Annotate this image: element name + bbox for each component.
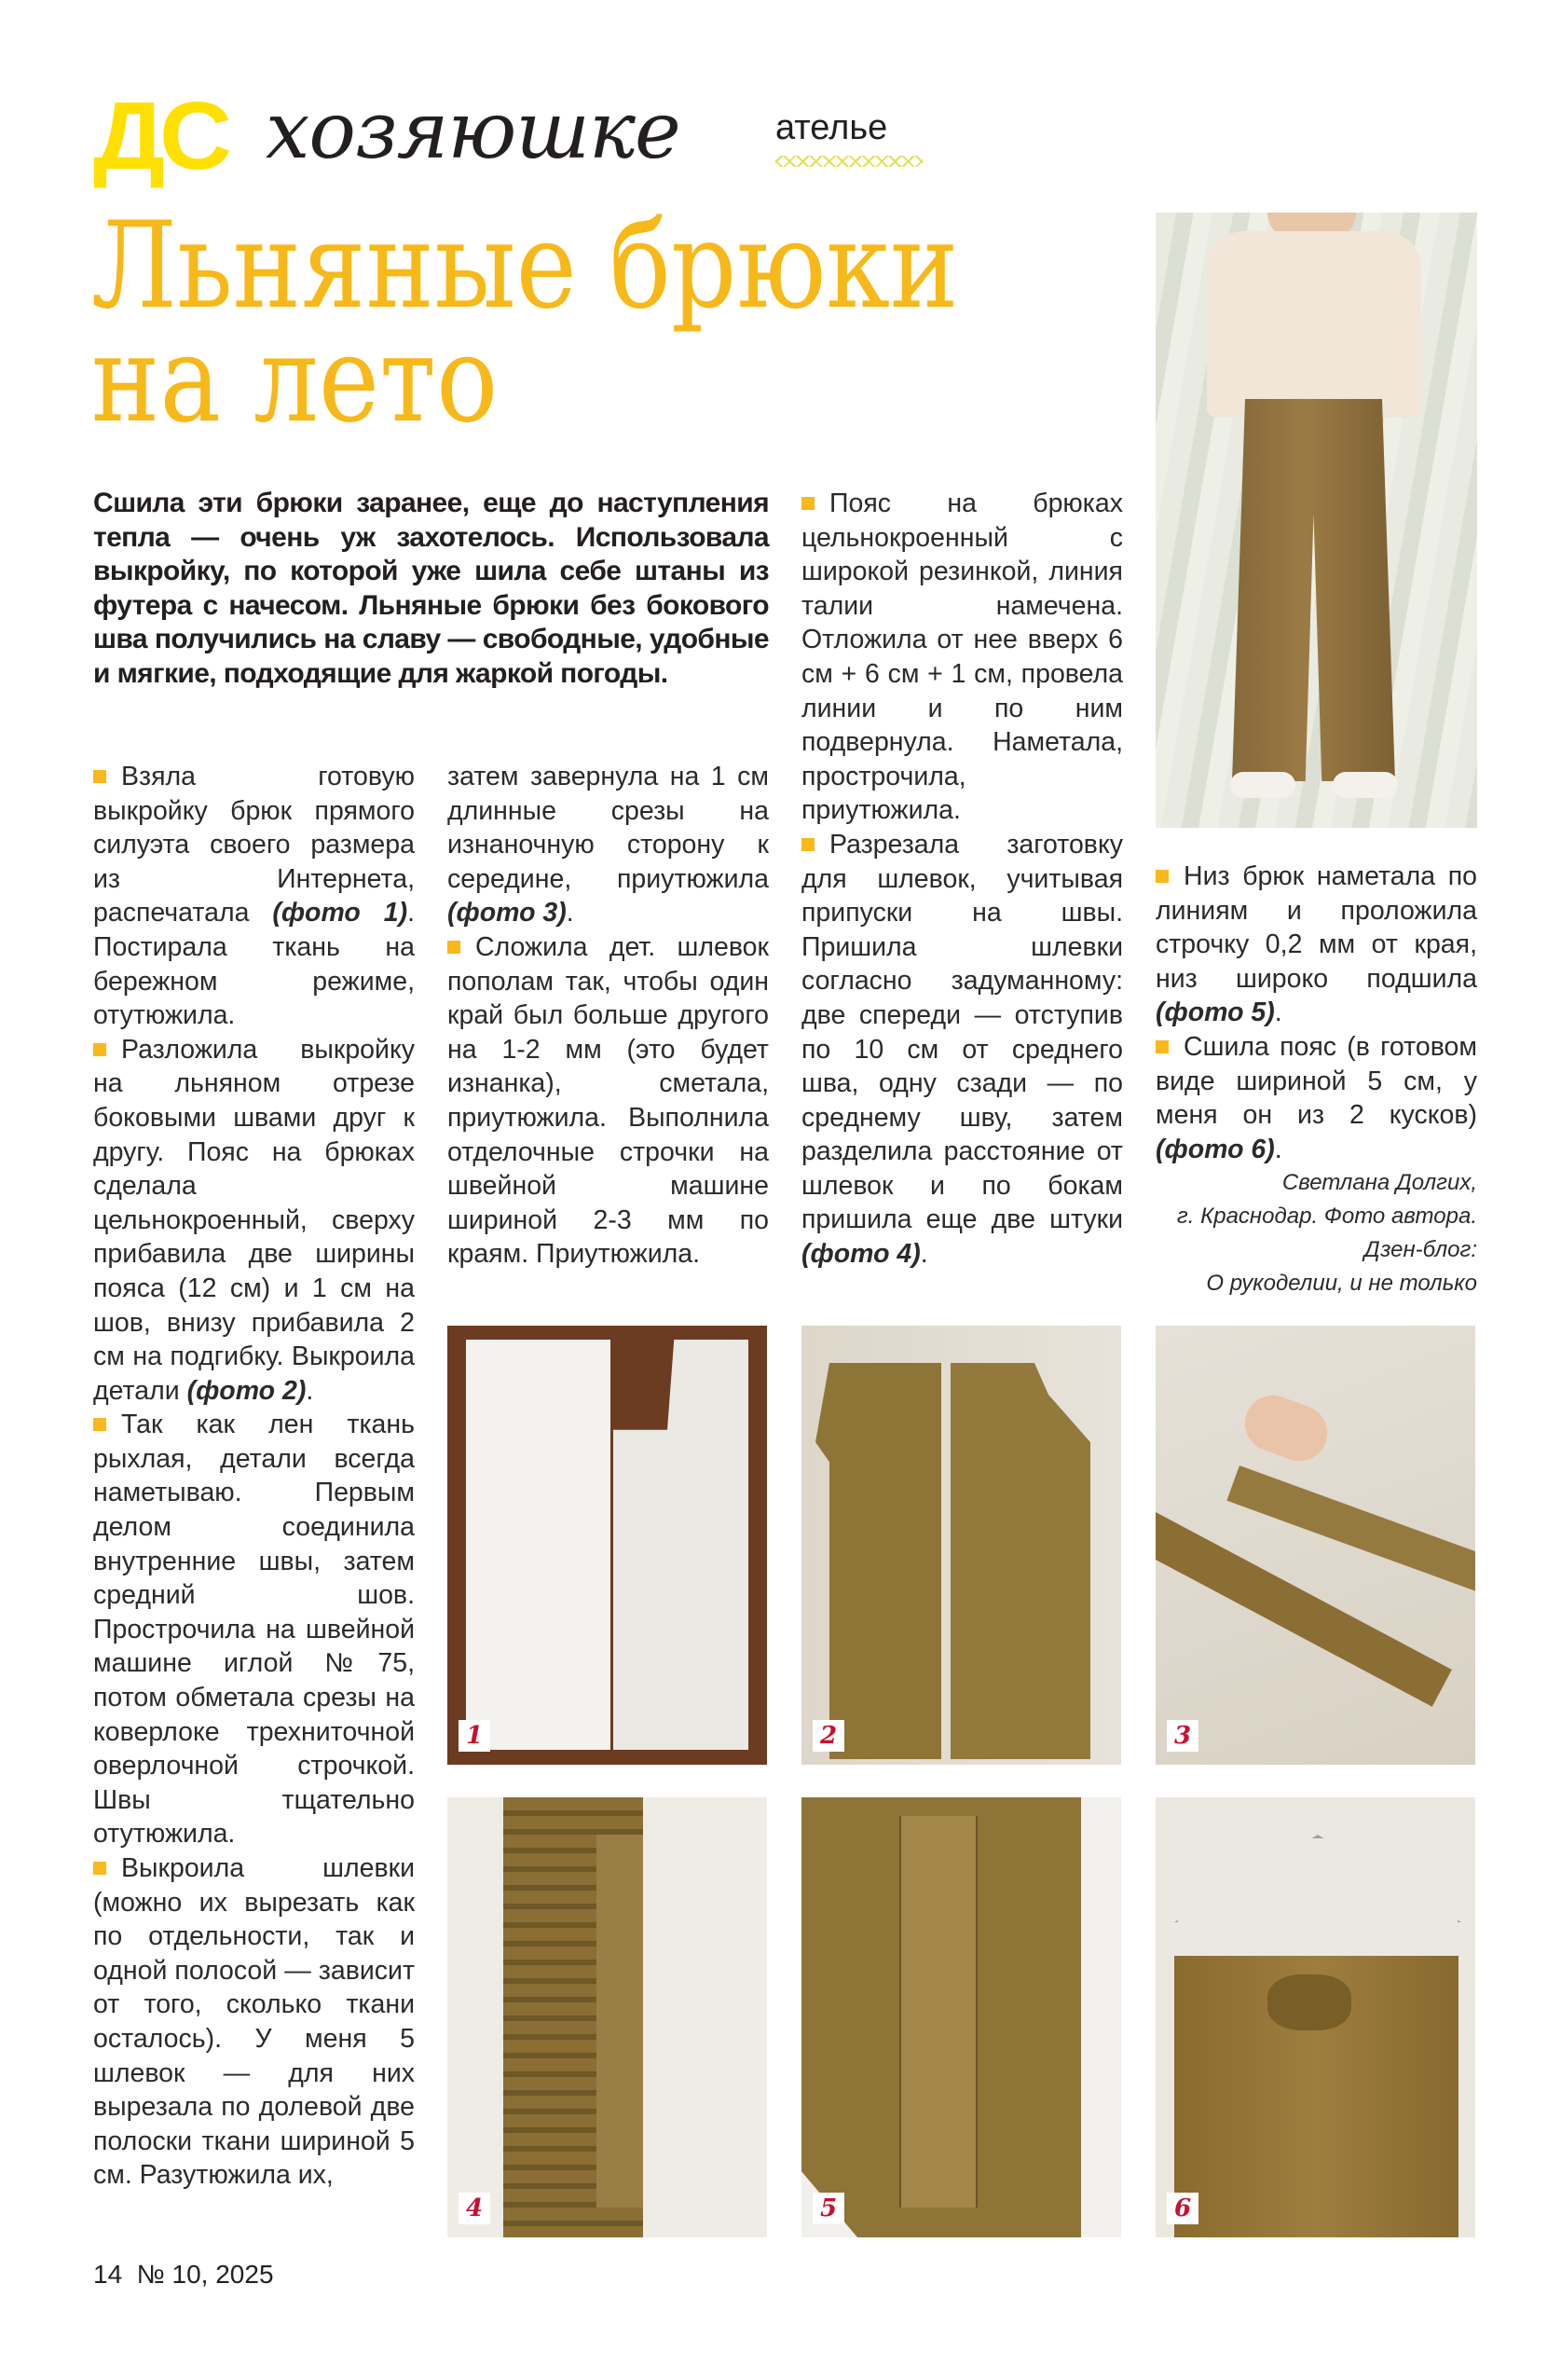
bullet-icon [801,838,815,851]
rubric-title: хозяюшке [266,85,680,176]
text: затем завернула на 1 см длинные срезы на изнаночную сторону к середине, приутюжила [447,762,769,894]
section-label: ателье [775,108,888,147]
bullet-icon [93,1043,106,1056]
text: Сложила дет. шлевок пополам так, чтобы один край был больше другого на 1-2 мм (это будет изнанка), сметала, приутюжила. Выполнила отделочные строчки на швейной машине шириной 2-3 мм по краям. Приутюжила. [447,931,769,1270]
photo-6-trousers-on-hanger [1156,1797,1475,2237]
title-line-1: Льняные брюки [91,197,959,336]
paragraph [93,760,415,1033]
text: Так как лен ткань рыхлая, детали всегда наметываю. Первым делом соединила внутренние швы, затем средний шов. Прострочила на швейной машине иглой №75, потом обметала срезы на коверлоке трехниточной оверлочной строчкой. Швы тщательно отутюжила. [93,1410,415,1850]
paragraph [447,760,769,930]
bullet-icon [93,1418,106,1431]
bullet-icon [1156,1040,1169,1053]
photo-number-label: 2 [813,1720,844,1752]
text: Пояс на брюках цельнокроенный с широкой резинкой, линия талии намечена. Отложила от нее вверх 6 см + 6 см + 1 см, провела линии и по ним подвернула. Наметала, прострочила, приутюжила. [801,488,1123,826]
photo-1-paper-pattern [447,1326,767,1765]
lead-paragraph: Сшила эти брюки заранее, еще до наступления тепла — очень уж захотелось. Использовала выкройку, по которой уже шила себе штаны из футера с начесом. Льняные брюки без бокового шва получились на славу — свободные, удобные и мягкие, подходящие для жаркой погоды. [93,488,769,689]
photo-number-label: 3 [1167,1720,1198,1752]
issue-number: № 10, 2025 [136,2260,274,2289]
photo-3-belt-loop-strips [1156,1326,1475,1765]
text: . [1274,997,1282,1028]
photo-ref: (фото 5) [1156,997,1275,1028]
text-column-3 [801,487,1123,1272]
author-credits [1156,1166,1477,1300]
text: Сшила пояс (в готовом виде шириной 5 см, у меня он из 2 кусков) [1156,1031,1477,1131]
decorative-zigzag [775,156,923,167]
text: Разложила выкройку на льняном отрезе боковыми швами друг к другу. Пояс на брюках сделала цельнокроенный, сверху прибавила две ширины пояса (12 см) и 1 см на шов, внизу прибавила 2 см на подгибку. Выкроила детали [93,1034,415,1406]
paragraph [1156,860,1477,1030]
paragraph [447,930,769,1272]
text: . [920,1239,928,1270]
photo-4-gathered-waistband [447,1797,767,2237]
paragraph [801,828,1123,1272]
text: Разрезала заготовку для шлевок, учитывая припуски на швы. Пришила шлевки согласно задуманному: две спереди — отступив по 10 см от среднего шва, одну сзади — по среднему шву, затем разделила расстояние от шлевок и по бокам пришила еще две штуки [801,829,1123,1235]
photo-ref: (фото 3) [447,898,567,929]
photo-number-label: 5 [813,2193,844,2224]
photo-ref: (фото 4) [801,1239,921,1270]
magazine-logo: ДС [93,82,226,189]
text: Выкроила шлевки (можно их вырезать как по отдельности, так и одной полосой — зависит от того, сколько ткани осталось). У меня 5 шлевок — для них вырезала по долевой две полоски ткани шириной 5 см. Разутюжила их, [93,1853,415,2191]
bullet-icon [93,1862,106,1875]
bullet-icon [801,497,815,510]
bullet-icon [93,770,106,783]
photo-number-label: 1 [459,1720,490,1752]
page-number: 14 [93,2260,123,2289]
photo-5-hem-stitching [801,1797,1121,2237]
title-line-2: на лето [91,310,499,449]
paragraph [801,487,1123,828]
hero-photo-linen-trousers [1156,213,1477,828]
author-city: г. Краснодар. Фото автора. [1176,1204,1477,1230]
text-column-4 [1156,860,1477,1300]
text-column-2 [447,760,769,1272]
photo-number-label: 6 [1167,2193,1198,2224]
paragraph [93,1408,415,1851]
text: . Постирала ткань на бережном режиме, отутюжила. [93,898,416,1031]
bullet-icon [1156,870,1169,883]
text: Взяла готовую выкройку брюк прямого силуэта своего размера из Интернета, распечатала [93,762,415,929]
photo-ref: (фото 2) [186,1375,307,1406]
blog-label: Дзен-блог: [1363,1237,1477,1263]
text-column-1 [93,760,415,2193]
article-title [91,197,959,449]
bullet-icon [447,941,460,954]
paragraph [93,1851,415,2193]
photo-number-label: 4 [459,2193,490,2224]
author-name: Светлана Долгих, [1281,1170,1477,1196]
text: . [306,1375,314,1406]
photo-ref: (фото 1) [272,898,408,929]
paragraph [93,1033,415,1409]
paragraph [1156,1030,1477,1166]
photo-2-cut-fabric [801,1326,1121,1765]
page-footer [93,2260,274,2290]
text: . [566,898,574,929]
text: Низ брюк наметала по линиям и проложила строчку 0,2 мм от края, низ широко подшила [1156,861,1477,994]
photo-ref: (фото 6) [1156,1134,1275,1164]
text: . [1274,1134,1282,1164]
blog-name: О рукоделии, и не только [1206,1271,1477,1297]
